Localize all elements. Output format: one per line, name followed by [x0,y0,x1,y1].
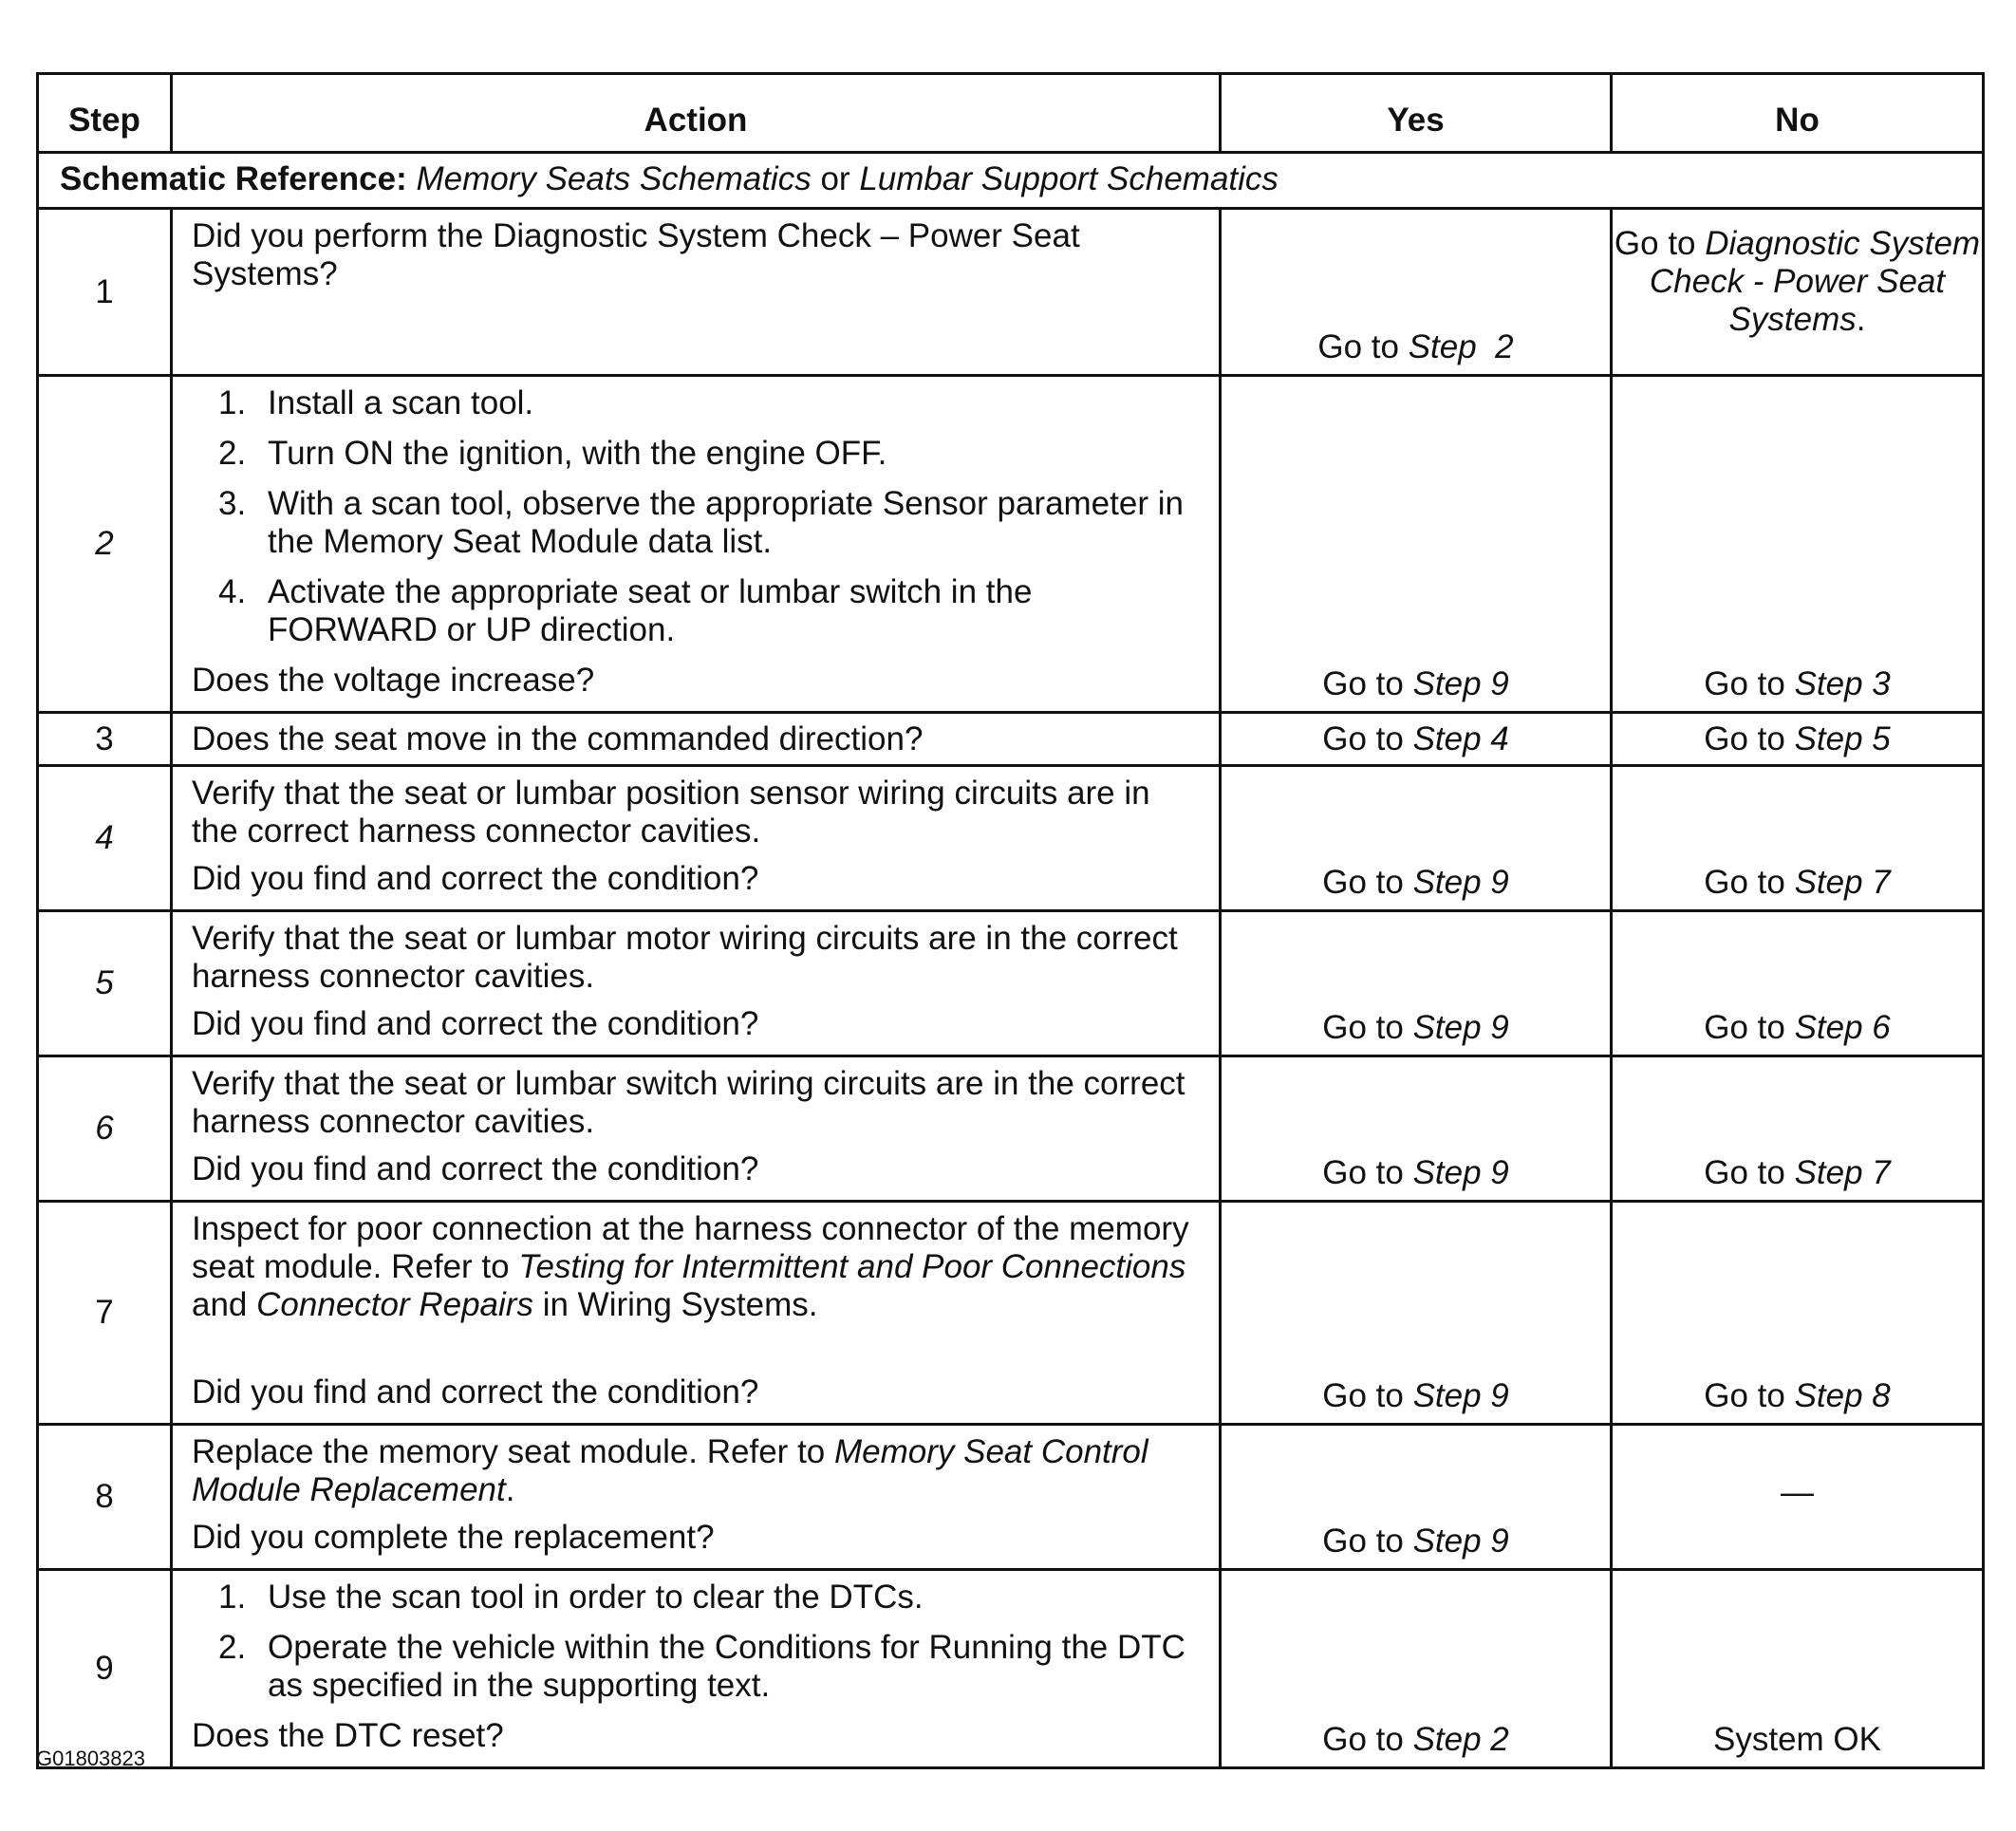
list-item: 4. Activate the appropriate seat or lumbar switch in the FORWARD or UP direction. [218,573,1033,648]
no-prefix: Go to [1614,225,1696,262]
yes-cell [1221,1570,1612,1768]
diagnostic-table [36,72,1985,1769]
action-cell [172,1056,1221,1202]
action-cell [172,209,1221,376]
table-row [38,376,1984,713]
step-number: 3 [38,713,172,766]
procedure-list [192,384,1202,649]
table-row [38,911,1984,1056]
action-cell [172,1202,1221,1425]
no-prefix: Go to [1704,864,1785,901]
no-link: Step 3 [1794,665,1891,702]
step-number: 2 [38,376,172,713]
yes-prefix: Go to [1322,1154,1404,1191]
yes-link: Step 9 [1412,864,1509,901]
step-number: 5 [38,911,172,1056]
no-prefix: Go to [1704,1377,1785,1414]
yes-link: Step 9 [1412,1009,1509,1046]
schematic-reference [38,153,1984,209]
step-number: 9 [38,1570,172,1768]
question-text: Does the DTC reset? [192,1717,504,1754]
question-text: Does the voltage increase? [192,662,595,699]
table-row [38,1425,1984,1570]
yes-cell [1221,1056,1612,1202]
no-suffix: . [1856,301,1866,338]
yes-link: Step 2 [1412,1721,1509,1758]
action-cell [172,376,1221,713]
table-row [38,1202,1984,1425]
no-link: Step 7 [1794,1154,1891,1191]
no-link: Step 5 [1794,719,1891,757]
reference-link-lumbar-support: Lumbar Support Schematics [859,160,1279,197]
question-text: Did you find and correct the condition? [192,1005,759,1042]
table-row [38,1056,1984,1202]
action-link-testing: Testing for Intermittent and Poor Connections [518,1248,1186,1285]
step-number: 1 [38,209,172,376]
figure-id: G01803823 [36,1747,145,1770]
no-prefix: Go to [1704,1154,1785,1191]
action-text: Inspect for poor connection at the harness connector of the memory seat module. Refer to Testing for Intermittent and Poor Connections and Connector Repairs in Wiring Systems. [192,1210,1189,1323]
reference-or: or [820,160,850,197]
question-text: Did you find and correct the condition? [192,860,759,897]
reference-label: Schematic Reference: [60,160,407,197]
yes-prefix: Go to [1317,328,1399,365]
list-item: 3. With a scan tool, observe the appropriate Sensor parameter in the Memory Seat Module data list. [218,485,1184,560]
header-row [38,74,1984,153]
reference-link-memory-seats: Memory Seats Schematics [416,160,812,197]
no-cell [1612,713,1984,766]
no-link: Diagnostic System Check - Power Seat Systems [1649,225,1981,338]
yes-prefix: Go to [1322,665,1404,702]
yes-cell [1221,1202,1612,1425]
header-action: Action [172,74,1221,153]
procedure-list [192,1579,1202,1705]
action-cell [172,1425,1221,1570]
no-link: Step 8 [1794,1377,1891,1414]
action-cell [172,766,1221,911]
no-cell [1612,209,1984,376]
no-cell [1612,911,1984,1056]
yes-cell [1221,713,1612,766]
action-link-connector-repairs: Connector Repairs [256,1286,533,1323]
step-number: 4 [38,766,172,911]
table-row [38,766,1984,911]
list-item: 1. Install a scan tool. [218,384,534,421]
question-text: Did you complete the replacement? [192,1519,715,1556]
no-prefix: Go to [1704,719,1785,757]
no-cell [1612,1202,1984,1425]
question-text: Did you find and correct the condition? [192,1150,759,1187]
yes-prefix: Go to [1322,1377,1404,1414]
schematic-reference-row [38,153,1984,209]
yes-prefix: Go to [1322,1009,1404,1046]
no-cell [1612,376,1984,713]
yes-cell [1221,911,1612,1056]
list-item: 1. Use the scan tool in order to clear the DTCs. [218,1579,924,1616]
header-step: Step [38,74,172,153]
table-row [38,1570,1984,1768]
yes-link: Step 9 [1412,1523,1509,1560]
yes-prefix: Go to [1322,1721,1404,1758]
yes-cell [1221,766,1612,911]
step-number: 6 [38,1056,172,1202]
action-text: Did you perform the Diagnostic System Check – Power Seat Systems? [192,217,1080,292]
action-cell [172,911,1221,1056]
question-text: Did you find and correct the condition? [192,1373,759,1411]
no-link: Step 7 [1794,864,1891,901]
no-cell [1612,1056,1984,1202]
yes-prefix: Go to [1322,1523,1404,1560]
yes-link: Step 4 [1412,719,1509,757]
action-text: Verify that the seat or lumbar motor wiring circuits are in the correct harness connector cavities. [192,920,1178,995]
header-yes: Yes [1221,74,1612,153]
table-row [38,209,1984,376]
action-cell [172,713,1221,766]
no-cell [1612,1425,1984,1570]
yes-cell [1221,1425,1612,1570]
yes-link: Step 9 [1412,665,1509,702]
list-item: 2. Turn ON the ignition, with the engine OFF. [218,435,887,472]
step-number: 7 [38,1202,172,1425]
yes-cell [1221,209,1612,376]
yes-cell [1221,376,1612,713]
yes-link: Step 2 [1408,328,1514,365]
no-cell [1612,766,1984,911]
no-cell [1612,1570,1984,1768]
yes-prefix: Go to [1322,719,1404,757]
list-item: 2. Operate the vehicle within the Conditions for Running the DTC as specified in the supporting text. [218,1629,1185,1704]
action-text: Verify that the seat or lumbar position sensor wiring circuits are in the correct harness connector cavities. [192,775,1150,850]
action-text: Replace the memory seat module. Refer to Memory Seat Control Module Replacement. [192,1433,1148,1508]
yes-prefix: Go to [1322,864,1404,901]
action-cell [172,1570,1221,1768]
action-link-module-replacement: Memory Seat Control Module Replacement [192,1433,1148,1508]
action-text: Verify that the seat or lumbar switch wiring circuits are in the correct harness connector cavities. [192,1065,1185,1140]
no-prefix: Go to [1704,1009,1785,1046]
action-text: Does the seat move in the commanded direction? [192,719,924,757]
yes-link: Step 9 [1412,1377,1509,1414]
yes-link: Step 9 [1412,1154,1509,1191]
no-text: System OK [1713,1721,1881,1758]
step-number: 8 [38,1425,172,1570]
no-link: Step 6 [1794,1009,1891,1046]
table-row [38,713,1984,766]
no-text: — [1781,1474,1814,1511]
header-no: No [1612,74,1984,153]
no-prefix: Go to [1704,665,1785,702]
